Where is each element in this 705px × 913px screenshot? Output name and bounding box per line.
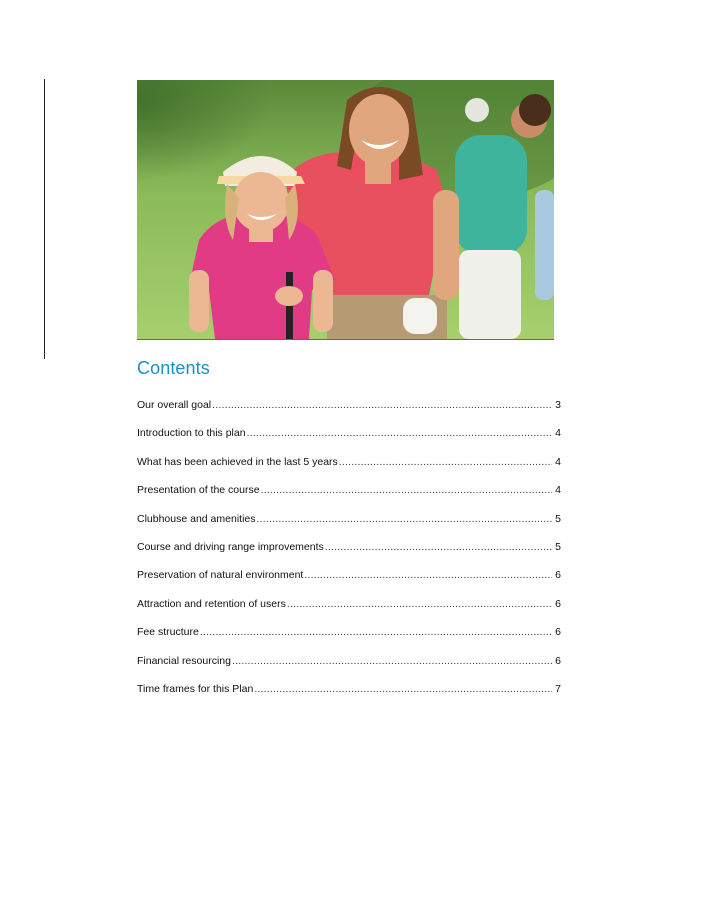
toc-dot-leader (232, 654, 552, 668)
toc-entry-title: Clubhouse and amenities (137, 512, 256, 525)
toc-dot-leader (261, 483, 553, 497)
toc-entry-title: Time frames for this Plan (137, 682, 254, 695)
photo-divider (137, 339, 554, 340)
toc-entry-title: Presentation of the course (137, 484, 260, 497)
toc-entry-page: 6 (555, 654, 561, 667)
table-of-contents (137, 398, 561, 710)
toc-entry-page: 7 (555, 682, 561, 695)
toc-entry-title: Our overall goal (137, 399, 212, 411)
toc-entry[interactable] (137, 654, 561, 682)
toc-entry-title: Introduction to this plan (137, 427, 246, 440)
toc-dot-leader (247, 426, 553, 440)
toc-dot-leader (304, 568, 552, 582)
contents-heading: Contents (137, 358, 210, 378)
toc-entry[interactable] (137, 540, 561, 568)
toc-dot-leader (212, 398, 552, 412)
toc-dot-leader (200, 625, 552, 639)
toc-entry-page: 4 (555, 455, 561, 468)
toc-entry-page: 6 (555, 626, 561, 639)
toc-entry[interactable] (137, 625, 561, 653)
toc-entry[interactable] (137, 568, 561, 596)
toc-entry-title: Fee structure (137, 626, 199, 639)
toc-entry-title: Financial resourcing (137, 654, 231, 667)
toc-entry-page: 6 (555, 597, 561, 610)
toc-dot-leader (254, 682, 552, 696)
margin-change-bar (44, 79, 45, 359)
toc-entry[interactable] (137, 682, 561, 710)
toc-entry-title: Course and driving range improvements (137, 540, 324, 553)
toc-entry-title: Attraction and retention of users (137, 597, 286, 610)
toc-entry-page: 5 (555, 512, 561, 525)
toc-entry-page: 4 (555, 427, 561, 440)
toc-entry-title: What has been achieved in the last 5 years (137, 455, 338, 468)
toc-dot-leader (325, 540, 552, 554)
toc-dot-leader (257, 512, 553, 526)
toc-entry-page: 6 (555, 569, 561, 582)
toc-entry-page: 4 (555, 484, 561, 497)
toc-entry[interactable] (137, 426, 561, 454)
golf-family-photo-icon (137, 80, 554, 339)
toc-entry-title: Preservation of natural environment (137, 569, 304, 582)
toc-entry-page: 3 (555, 399, 561, 411)
toc-entry[interactable] (137, 398, 561, 426)
toc-entry[interactable] (137, 455, 561, 483)
toc-entry[interactable] (137, 512, 561, 540)
toc-dot-leader (339, 455, 552, 469)
toc-dot-leader (287, 597, 552, 611)
toc-entry-page: 5 (555, 540, 561, 553)
golf-family-photo (137, 80, 554, 339)
toc-entry[interactable] (137, 483, 561, 511)
toc-entry[interactable] (137, 597, 561, 625)
